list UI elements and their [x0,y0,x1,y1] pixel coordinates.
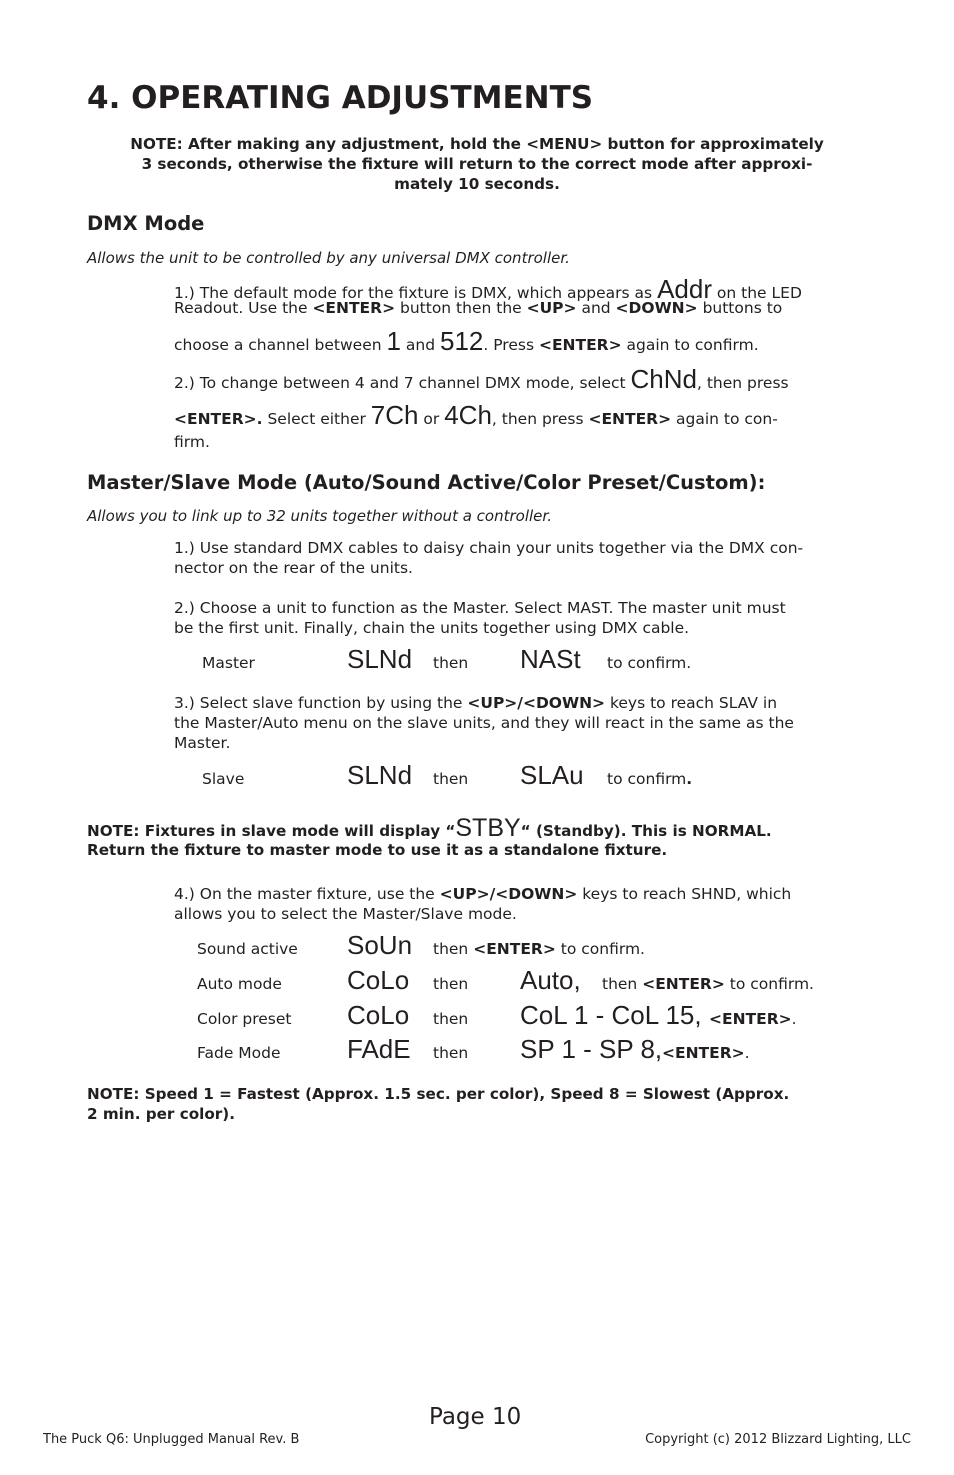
mode-row-auto: Auto mode CoLo then Auto, then <ENTER> to confirm. [197,965,814,995]
footer-right: Copyright (c) 2012 Blizzard Lighting, LLC [645,1432,911,1447]
ms-step-1: 1.) Use standard DMX cables to daisy chain your units together via the DMX con- nector on the rear of the units. [174,539,804,577]
lcd-stby: STBY [455,814,521,842]
ms-intro: Allows you to link up to 32 units together without a controller. [87,507,552,525]
lcd-slau: SLAu [520,760,584,790]
lcd-sp-range: SP 1 - SP 8, [520,1034,663,1064]
lcd-7ch: 7Ch [370,400,419,430]
ms-heading: Master/Slave Mode (Auto/Sound Active/Color Preset/Custom): [87,471,766,494]
lcd-colo: CoLo [347,965,410,995]
dmx-step-2: 2.) To change between 4 and 7 channel DMX mode, select ChNd, then press <ENTER>. Select either 7Ch or 4Ch, then press <ENTER> again to con- firm. [174,364,789,451]
slave-note: NOTE: Fixtures in slave mode will display “STBY“ (Standby). This is NORMAL. Return the fixture to master mode to use it as a standalone fixture. [87,814,772,859]
top-note-line: NOTE: After making any adjustment, hold the <MENU> button for approximately [130,135,824,153]
top-note-line: mately 10 seconds. [394,175,560,193]
lcd-slnd: SLNd [347,644,413,674]
lcd-colo: CoLo [347,1000,410,1030]
lcd-nast: NASt [520,644,581,674]
lcd-512: 512 [439,326,484,356]
mode-row-fade: Fade Mode FAdE then SP 1 - SP 8, <ENTER>. [197,1034,750,1064]
footer-left: The Puck Q6: Unplugged Manual Rev. B [43,1432,300,1447]
mode-row-sound: Sound active SoUn then <ENTER> to confirm. [197,930,645,960]
speed-note: NOTE: Speed 1 = Fastest (Approx. 1.5 sec. per color), Speed 8 = Slowest (Approx. 2 min. per color). [87,1085,790,1123]
lcd-1: 1 [386,326,401,356]
ms-step-2: 2.) Choose a unit to function as the Master. Select MAST. The master unit must be the first unit. Finally, chain the units together using DMX cable. [174,599,786,637]
page-title: 4. OPERATING ADJUSTMENTS [87,80,594,116]
dmx-intro: Allows the unit to be controlled by any universal DMX controller. [87,249,570,267]
lcd-fade: FAdE [347,1034,411,1064]
lcd-auto: Auto, [520,965,581,995]
lcd-chnd: ChNd [630,364,697,394]
mode-row-color: Color preset CoLo then CoL 1 - CoL 15, <ENTER>. [197,1000,797,1030]
lcd-4ch: 4Ch [444,400,492,430]
top-note-line: 3 seconds, otherwise the fixture will return to the correct mode after approxi- [141,155,813,173]
dmx-step-1: 1.) The default mode for the fixture is DMX, which appears as Addr on the LED Readout. Use the <ENTER> button then the <UP> and <DOWN> buttons to choose a channel between 1 and 512. Press <ENTER> again to confirm. [174,274,802,356]
dmx-heading: DMX Mode [87,212,205,235]
page-number: Page 10 [429,1404,522,1430]
top-note [87,134,867,194]
master-row: Master SLNd then NASt to confirm. [202,644,692,674]
slave-row: Slave SLNd then SLAu to confirm. [202,760,693,790]
lcd-col-range: CoL 1 - CoL 15, [520,1000,702,1030]
lcd-soun: SoUn [347,930,413,960]
ms-step-4: 4.) On the master fixture, use the <UP>/<DOWN> keys to reach SHND, which allows you to select the Master/Slave mode. [174,885,792,923]
lcd-addr: Addr [657,274,712,304]
ms-step-3: 3.) Select slave function by using the <UP>/<DOWN> keys to reach SLAV in the Master/Auto menu on the slave units, and they will react in the same as the Master. [174,694,794,752]
lcd-slnd: SLNd [347,760,413,790]
